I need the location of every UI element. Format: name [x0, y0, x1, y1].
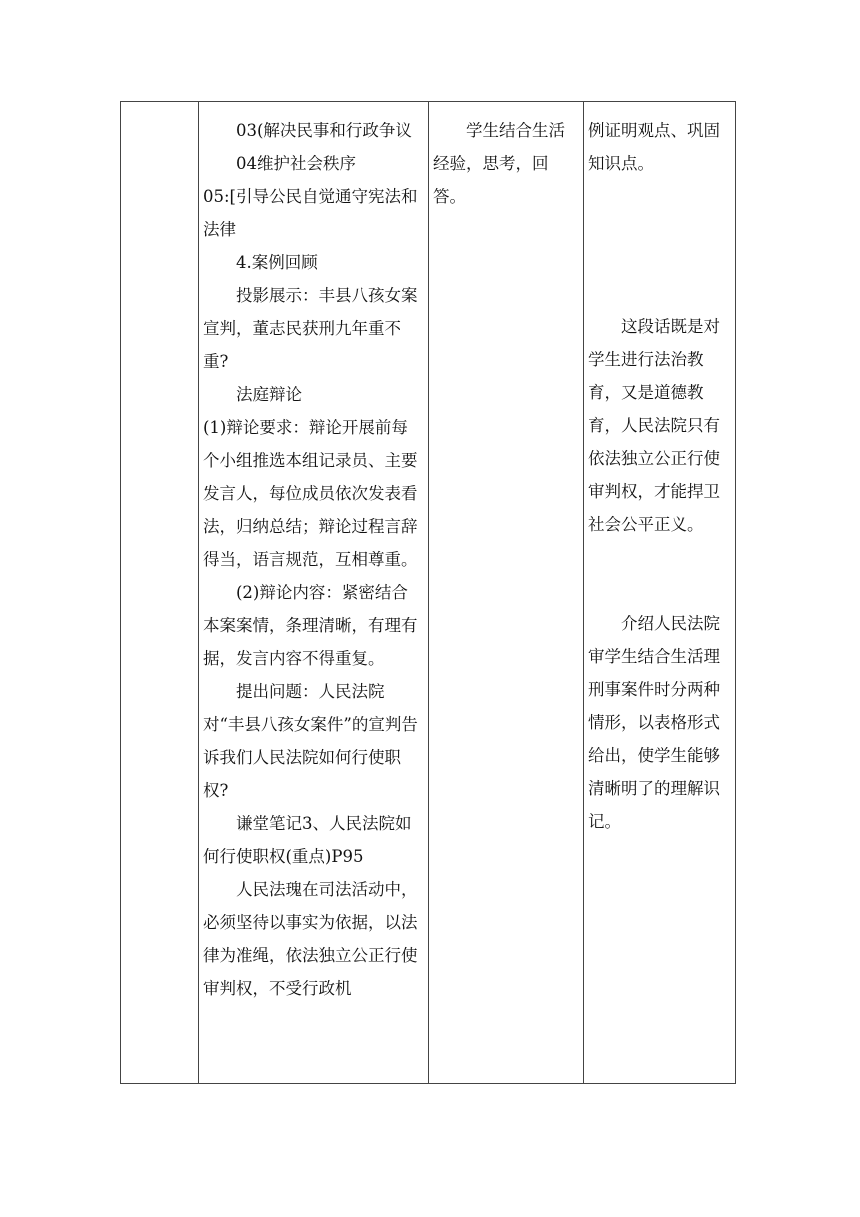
content-paragraph: 提出问题：人民法院对“丰县八孩女案件”的宣判告诉我们人民法院如何行使职权? — [203, 682, 418, 800]
content-paragraph: 投影展示：丰县八孩女案宣判，董志民获刑九年重不重? — [203, 286, 418, 371]
content-paragraph: 04维护社会秩序 — [236, 154, 356, 173]
student-activity-text: 学生结合生活经验，思考，回答。 — [433, 121, 565, 206]
lesson-table — [120, 101, 736, 1084]
teaching-content-column — [199, 102, 428, 1083]
content-paragraph: 4.案例回顾 — [236, 253, 318, 272]
content-paragraph: 05:[引导公民自觉通守宪法和法律 — [203, 187, 418, 239]
content-paragraph: 03(解决民事和行政争议 — [236, 121, 412, 140]
intent-text-bottom: 介绍人民法院审学生结合生活理刑事案件时分两种情形，以表格形式给出，使学生能够清晰明了的理解识记。 — [588, 614, 720, 831]
content-paragraph: 人民法瑰在司法活动中，必须坚待以事实为依据，以法律为准绳，依法独立公正行使审判权，不受行政机 — [203, 880, 418, 998]
student-activity-column — [429, 102, 583, 1083]
content-paragraph: 谦堂笔记3、人民法院如何行使职权(重点)P95 — [203, 814, 412, 866]
content-paragraph: (1)辩论要求：辩论开展前每个小组推选本组记录员、主要发言人，每位成员依次发表看法，归纳总结；辩论过程言辞得当，语言规范，互相尊重。 — [203, 418, 418, 569]
intent-text-middle: 这段话既是对学生进行法治教育，又是道德教育，人民法院只有依法独立公正行使审判权，才能捍卫社会公平正义。 — [588, 317, 720, 534]
content-paragraph: 法庭辩论 — [236, 385, 302, 404]
content-paragraph: (2)辩论内容：紧密结合本案案情，条理清晰，有理有据，发言内容不得重复。 — [203, 583, 418, 668]
design-intent-column — [584, 102, 737, 1083]
intent-text-top: 例证明观点、巩固知识点。 — [588, 121, 720, 173]
